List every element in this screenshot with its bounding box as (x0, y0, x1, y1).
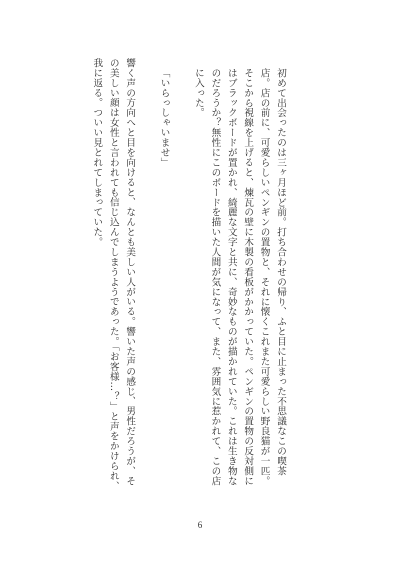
paragraph-opening: 初めて出会ったのは三ヶ月ほど前。打ち合わせの帰り、ふと目に止まった不思議なこの喫茶店。店の前に、可愛らしいペンギンの置物と、それに懐くこれまた可愛らしい野良猫が一匹。そこから視線を上げると、煉瓦の壁に木製の看板がかかっていた。ペンギンの置物の反対側にはブラックボードが置かれ、綺麗な文字と共に、奇妙なものが描かれていた。これは生き物なのだろうか？無性にこのボードを描いた人間が気になって、また、雰囲気に惹かれて、この店に入った。 (192, 67, 286, 486)
blank-line (137, 58, 155, 494)
body-text (38, 58, 288, 494)
paragraph-greeting: 「いらっしゃいませ」 (158, 67, 170, 168)
paragraph-meeting: 響く声の方向へと目を向けると、なんとも美しい人がいる。響いた声の感じ、男性だろうが、その美しい顔は女性と言われても信じ込んでしまうようであった。「お客様…？」と声をかけられ、我に返る。ついい見とれてしまっていた。 (91, 58, 136, 491)
blank-line (172, 58, 190, 494)
page-number: 6 (197, 520, 203, 530)
